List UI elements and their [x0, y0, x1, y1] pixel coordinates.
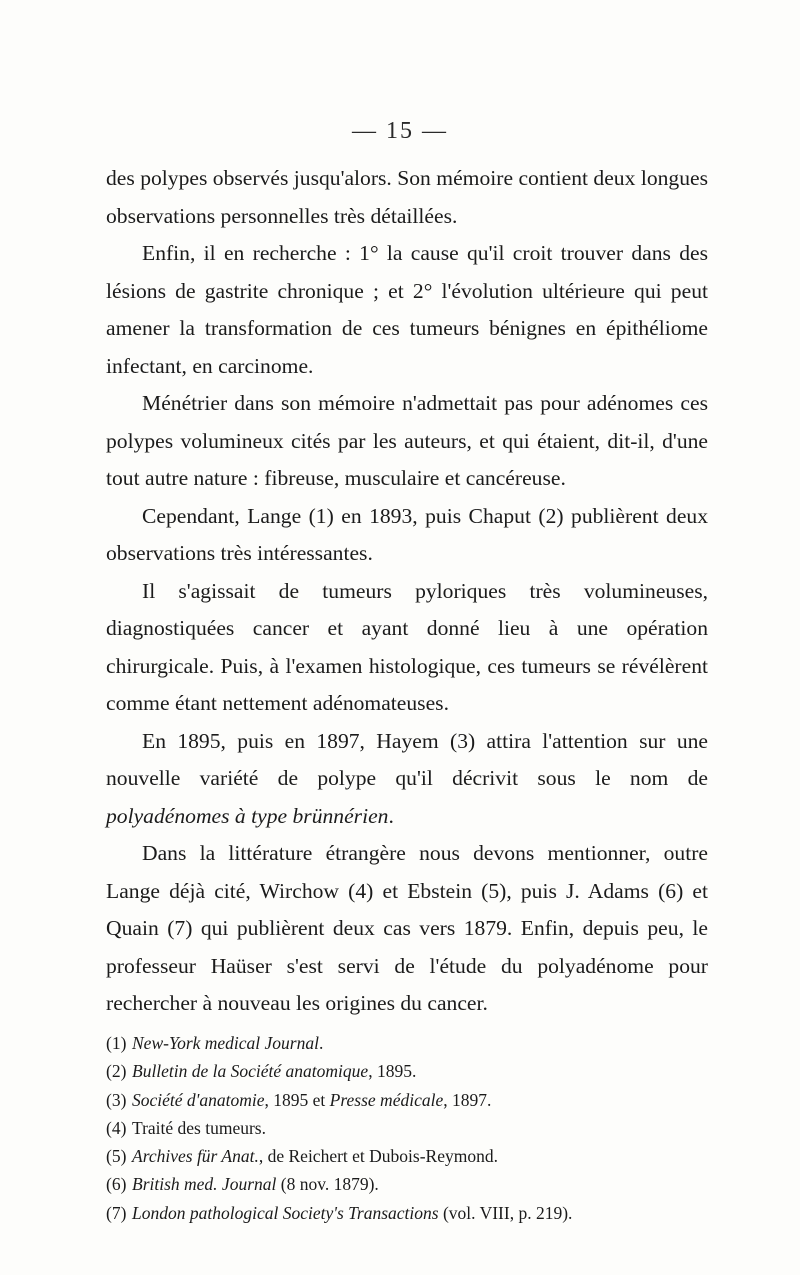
footnote-number: (2)	[106, 1061, 127, 1082]
paragraph-7: Dans la littérature étrangère nous devons mentionner, outre Lange déjà cité, Wirchow (4) et Ebstein (5), puis J. Adams (6) et Quain (7) qui publièrent deux cas vers 1879. Enfin, depuis peu, le professeur Haüser s'est servi de l'étude du polyadénome pour rechercher à nouveau les origines du cancer.	[106, 841, 708, 1015]
paragraph-6-end: .	[388, 803, 394, 828]
main-text	[106, 160, 708, 1023]
footnote-text	[132, 1142, 498, 1170]
footnote-4	[106, 1114, 716, 1142]
footnote-7	[106, 1199, 716, 1227]
footnote-1	[106, 1029, 716, 1057]
footnote-detail: , de Reichert et Dubois-Reymond.	[258, 1146, 498, 1167]
footnote-source-title: London pathological Society's Transactions	[132, 1202, 439, 1223]
footnote-source-title: New-York medical Journal	[132, 1033, 319, 1053]
footnote-detail-2: , 1897.	[443, 1089, 492, 1110]
footnote-text	[132, 1057, 416, 1085]
footnote-number: (7)	[106, 1202, 127, 1223]
paragraph-4: Cependant, Lange (1) en 1893, puis Chaput (2) publièrent deux observations très intéressantes.	[106, 503, 708, 565]
paragraph-1: des polypes observés jusqu'alors. Son mémoire contient deux longues observations personnelles très détaillées.	[106, 166, 708, 228]
footnote-text	[132, 1086, 491, 1114]
footnote-text	[132, 1114, 266, 1142]
footnote-3	[106, 1086, 716, 1114]
footnote-6	[106, 1170, 716, 1198]
footnote-source-title: Bulletin de la Société anatomique	[132, 1061, 369, 1082]
paragraph-5: Il s'agissait de tumeurs pyloriques très volumineuses, diagnostiquées cancer et ayant donné lieu à une opération chirurgicale. Puis, à l'examen histologique, ces tumeurs se révélèrent comme étant nettement adénomateuses.	[106, 578, 708, 715]
footnote-5	[106, 1142, 716, 1170]
paragraph-3: Ménétrier dans son mémoire n'admettait pas pour adénomes ces polypes volumineux cités par les auteurs, et qui étaient, dit-il, d'une tout autre nature : fibreuse, musculaire et cancéreuse.	[106, 391, 708, 490]
footnote-text	[132, 1199, 572, 1227]
footnote-number: (1)	[106, 1033, 127, 1053]
footnote-text	[132, 1029, 323, 1057]
paragraph-6	[106, 723, 708, 836]
footnote-2	[106, 1057, 716, 1085]
page-number: — 15 —	[352, 118, 448, 144]
footnote-detail: .	[318, 1033, 324, 1053]
footnote-detail: , 1895 et	[264, 1089, 330, 1110]
footnote-number: (3)	[106, 1089, 127, 1110]
footnote-source-title: British med. Journal	[132, 1174, 277, 1195]
footnote-source-title-2: Presse médicale	[329, 1089, 444, 1110]
footnote-detail: (vol. VIII, p. 219).	[438, 1202, 573, 1223]
footnote-number: (6)	[106, 1174, 127, 1195]
footnote-source-title: Archives für Anat.	[132, 1146, 259, 1167]
footnote-number: (5)	[106, 1146, 127, 1167]
footnote-detail: , 1895.	[368, 1061, 417, 1082]
footnote-number: (4)	[106, 1117, 127, 1138]
paragraph-6-lead: En 1895, puis en 1897, Hayem (3) attira l'attention sur une nouvelle variété de polype qu'il décrivit sous le nom de	[106, 728, 708, 790]
polyadenome-term: polyadénomes à type brünnérien	[106, 803, 389, 828]
footnote-text	[132, 1170, 379, 1198]
footnote-detail: (8 nov. 1879).	[276, 1174, 379, 1195]
footnote-source-title: Société d'anatomie	[132, 1089, 265, 1110]
footnotes	[106, 1029, 716, 1227]
paragraph-2: Enfin, il en recherche : 1° la cause qu'il croit trouver dans des lésions de gastrite chronique ; et 2° l'évolution ultérieure qui peut amener la transformation de ces tumeurs bénignes en épithéliome infectant, en carcinome.	[106, 241, 708, 378]
footnote-detail: Traité des tumeurs.	[132, 1117, 266, 1138]
